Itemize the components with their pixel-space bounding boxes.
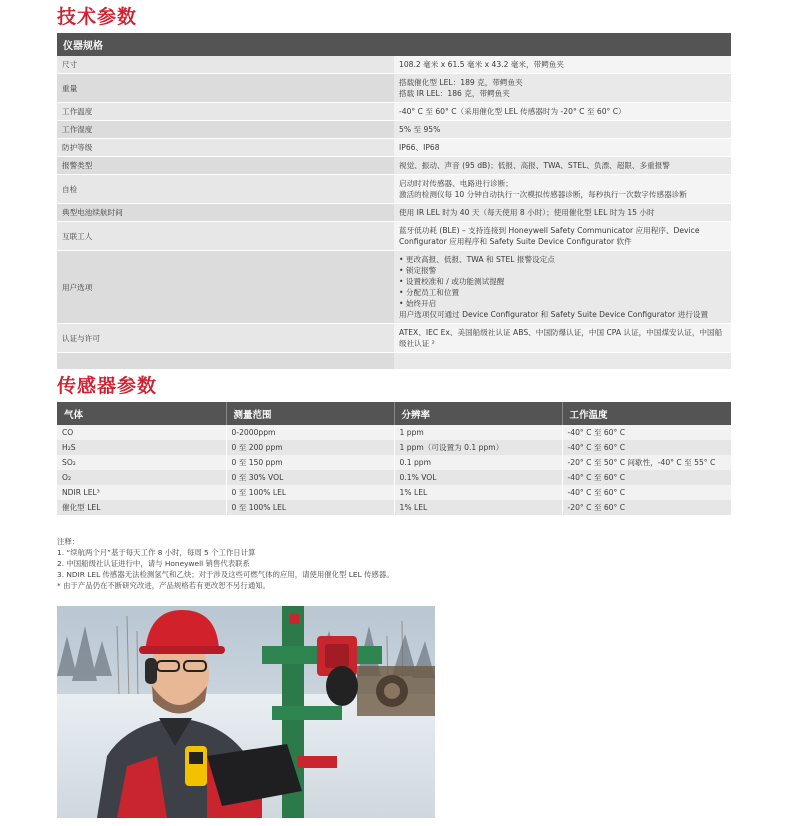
sensor-cell: 1 ppm [394,425,562,440]
sensor-cell: 0 至 30% VOL [226,470,394,485]
spec-row [57,103,731,121]
sensor-cell: H₂S [57,440,226,455]
spec-label [57,353,394,370]
spec-value: IP66、IP68 [399,143,440,152]
footnote-item: 3. NDIR LEL 传感器无法检测氢气和乙炔；对于涉及这些可燃气体的应用，请使用催化型 LEL 传感器。 [57,570,394,579]
sensor-cell: 0 至 100% LEL [226,485,394,500]
sensor-cell: 0 至 200 ppm [226,440,394,455]
sensor-params-title: 传感器参数 [57,375,158,397]
spec-value-cell [394,175,731,204]
spec-value: 使用 IR LEL 时为 40 天（每天使用 8 小时）；使用催化型 LEL 时为 15 小时 [399,208,655,217]
spec-label: 工作温度 [57,103,394,121]
spec-value: ATEX、IEC Ex、美国船级社认证 ABS、中国防爆认证，中国 CPA 认证，中国煤安认证，中国船级社认证 ² [399,328,723,348]
sensor-cell: -40° C 至 60° C [562,470,731,485]
sensor-row [57,455,731,470]
spec-label: 重量 [57,74,394,103]
spec-table [57,33,731,370]
spec-table-header: 仪器规格 [57,33,731,56]
spec-value: 蓝牙低功耗 (BLE) – 支持连接到 Honeywell Safety Communicator 应用程序、Device Configurator 应用程序和 Safety Suite Device Configurator 软件 [399,226,700,246]
sensor-cell: -20° C 至 50° C 间歇性，-40° C 至 55° C [562,455,731,470]
footnote-item: 1. “续航两个月”基于每天工作 8 小时，每周 5 个工作日计算 [57,548,256,557]
spec-value-cell [394,222,731,251]
spec-label: 认证与许可 [57,324,394,353]
sensor-table-header-row [57,402,731,425]
spec-value-cell [394,139,731,157]
spec-value-cell [394,56,731,74]
sensor-cell: SO₂ [57,455,226,470]
sensor-cell: 0-2000ppm [226,425,394,440]
sensor-cell: -40° C 至 60° C [562,440,731,455]
footnotes-title: 注释： [57,537,80,546]
sensor-cell: 0 至 150 ppm [226,455,394,470]
spec-row [57,324,731,353]
spec-value-cell [394,74,731,103]
spec-label: 互联工人 [57,222,394,251]
spec-row [57,56,731,74]
sensor-table [57,402,731,515]
spec-label: 报警类型 [57,157,394,175]
spec-label: 自检 [57,175,394,204]
footnote-item: 2. 中国船级社认证进行中，请与 Honeywell 销售代表联系 [57,559,250,568]
spec-label: 防护等级 [57,139,394,157]
spec-label: 工作湿度 [57,121,394,139]
spec-value-cell [394,251,731,324]
spec-value-cell [394,324,731,353]
tech-params-title: 技术参数 [57,6,138,28]
spec-value: 视觉、振动、声音 (95 dB)；低报、高报、TWA、STEL、负漂、超限、多重报警 [399,161,670,170]
spec-row [57,222,731,251]
spec-table-body [57,56,731,370]
spec-label: 典型电池续航时间 [57,204,394,222]
worker-photo [57,606,435,818]
sensor-header-cell: 工作温度 [562,402,731,425]
sensor-row [57,500,731,515]
spec-label: 尺寸 [57,56,394,74]
spec-value: 5% 至 95% [399,125,441,134]
sensor-cell: 1 ppm（可设置为 0.1 ppm） [394,440,562,455]
spec-value: 108.2 毫米 x 61.5 毫米 x 43.2 毫米，带鳄鱼夹 [399,60,564,69]
sensor-row [57,470,731,485]
spec-value-cell [394,353,731,370]
sensor-cell: 0.1% VOL [394,470,562,485]
footnote-item: * 由于产品仍在不断研究改进，产品规格若有更改恕不另行通知。 [57,581,270,590]
sensor-row [57,425,731,440]
sensor-cell: -40° C 至 60° C [562,425,731,440]
spec-row [57,139,731,157]
sensor-cell: O₂ [57,470,226,485]
sensor-cell: 0.1 ppm [394,455,562,470]
sensor-header-cell: 分辨率 [394,402,562,425]
sensor-cell: 1% LEL [394,500,562,515]
spec-label: 用户选项 [57,251,394,324]
footnotes-list [57,547,394,591]
spec-row [57,157,731,175]
spec-value-cell [394,204,731,222]
sensor-header-cell: 气体 [57,402,226,425]
spec-row [57,175,731,204]
spec-row [57,251,731,324]
sensor-cell: CO [57,425,226,440]
sensor-cell: -20° C 至 60° C [562,500,731,515]
spec-value-cell [394,121,731,139]
footnotes [57,536,394,591]
sensor-row [57,440,731,455]
sensor-cell: 0 至 100% LEL [226,500,394,515]
sensor-row [57,485,731,500]
spec-row [57,121,731,139]
sensor-cell: 催化型 LEL [57,500,226,515]
spec-row [57,204,731,222]
spec-row [57,353,731,370]
spec-value-cell [394,103,731,121]
sensor-cell: 1% LEL [394,485,562,500]
spec-row [57,74,731,103]
spec-value: 搭载催化型 LEL：189 克，带鳄鱼夹 搭载 IR LEL：186 克，带鳄鱼夹 [399,78,523,98]
sensor-cell: NDIR LEL³ [57,485,226,500]
spec-value: -40° C 至 60° C（采用催化型 LEL 传感器时为 -20° C 至 60° C） [399,107,626,116]
sensor-header-cell: 测量范围 [226,402,394,425]
spec-value: 启动时对传感器、电路进行诊断； 激活的检测仪每 10 分钟自动执行一次模拟传感器诊断，每秒执行一次数字传感器诊断 [399,179,687,199]
sensor-table-body [57,425,731,515]
sensor-cell: -40° C 至 60° C [562,485,731,500]
spec-value-cell [394,157,731,175]
worker-with-gas-detector-photo [57,606,435,818]
spec-value: • 更改高报、低报、TWA 和 STEL 报警设定点 • 锁定报警 • 设置校准和 / 或功能测试提醒 • 分配员工和位置 • 始终开启 用户选项仅可通过 Device Configurator 和 Safety Suite Device Configurator 进行设置 [399,255,709,319]
